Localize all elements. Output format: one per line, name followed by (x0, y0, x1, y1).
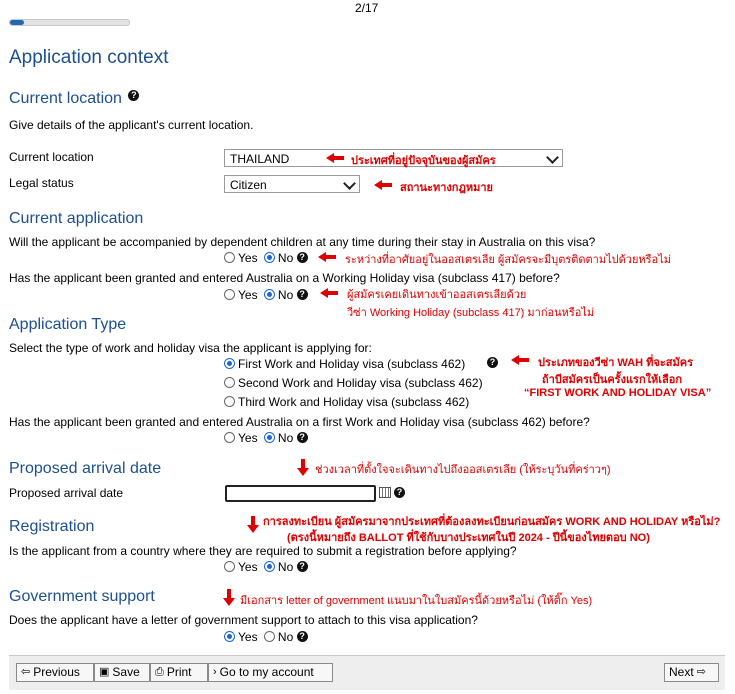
visa-type-first-label: First Work and Holiday visa (subclass 462) (238, 356, 466, 371)
no-label: No (277, 287, 294, 302)
go-to-account-button[interactable] (208, 663, 333, 682)
gov-support-heading: Government support (9, 588, 155, 605)
current-location-value: THAILAND (230, 152, 290, 166)
visa-type-third-label: Third Work and Holiday visa (subclass 462) (238, 394, 470, 409)
annotation-gov-support: มีเอกสาร letter of government แนบมาในใบสมัครนี้ด้วยหรือไม่ (ให้ติ๊ก Yes) (240, 595, 593, 607)
registration-heading: Registration (9, 518, 95, 535)
visa-type-option-third (224, 394, 469, 409)
annotation-prior-417-line1: ผู้สมัครเคยเดินทางเข้าออสเตรเลียด้วย (347, 289, 527, 301)
annotation-legal-status: สถานะทางกฎหมาย (400, 182, 493, 194)
annotation-arrow-icon (247, 516, 259, 534)
yes-label: Yes (238, 629, 258, 644)
progress-bar (9, 19, 130, 26)
print-label: Print (166, 665, 192, 679)
no-label: No (277, 250, 294, 265)
help-icon[interactable]: ? (297, 631, 308, 642)
current-location-description: Give details of the applicant's current location. (9, 118, 254, 132)
annotation-arrow-icon (223, 589, 235, 607)
visa-type-prompt: Select the type of work and holiday visa the applicant is applying for: (9, 341, 372, 355)
next-button[interactable] (664, 663, 719, 682)
account-label: Go to my account (219, 665, 314, 679)
prior-417-question: Has the applicant been granted and entered Australia on a Working Holiday visa (subclass 417) before? (9, 271, 560, 285)
annotation-visa-type-line2: ถ้าบีสมัครเป็นครั้งแรกให้เลือก (542, 374, 682, 386)
annotation-arrow-icon (320, 288, 338, 298)
prior-417-no-radio[interactable] (264, 289, 275, 300)
gov-support-yes-radio[interactable] (224, 631, 235, 642)
visa-type-third-radio[interactable] (224, 396, 235, 407)
current-location-heading: Current location ? (9, 90, 139, 108)
print-button[interactable] (150, 663, 208, 682)
annotation-arrow-icon (318, 252, 336, 262)
calendar-icon[interactable] (379, 487, 391, 498)
no-label: No (277, 629, 294, 644)
prior-462-no-radio[interactable] (264, 432, 275, 443)
print-icon: ⎙ (155, 666, 164, 678)
save-label: Save (112, 665, 140, 679)
previous-button[interactable] (16, 663, 94, 682)
arrival-date-label: Proposed arrival date (9, 486, 124, 500)
progress-fill (10, 20, 24, 25)
yes-label: Yes (238, 559, 258, 574)
registration-question: Is the applicant from a country where they are required to submit a registration before applying? (9, 544, 517, 558)
yes-label: Yes (238, 287, 258, 302)
prior-462-yes-radio[interactable] (224, 432, 235, 443)
help-icon[interactable]: ? (487, 357, 498, 368)
legal-status-select[interactable] (224, 175, 360, 193)
annotation-registration-line1: การลงทะเบียน ผู้สมัครมาจากประเทศที่ต้องลงทะเบียนก่อนสมัคร WORK AND HOLIDAY หรือไม่? (263, 516, 721, 528)
legal-status-value: Citizen (230, 178, 267, 192)
annotation-prior-417-line2: วีซ่า Working Holiday (subclass 417) มาก่อนหรือไม่ (347, 307, 595, 319)
save-icon: ▣ (99, 666, 110, 678)
next-label: Next (669, 665, 694, 679)
visa-type-option-second (224, 375, 483, 390)
annotation-arrival: ช่วงเวลาที่ตั้งใจจะเดินทางไปถึงออสเตรเลีย (ให้ระบุวันที่คร่าวๆ) (315, 464, 611, 476)
annotation-dependent-children: ระหว่างที่อาศัยอยู่ในออสเตรเลีย ผู้สมัครจะมีบุตรติดตามไปด้วยหรือไม่ (345, 254, 671, 266)
help-icon[interactable]: ? (297, 252, 308, 263)
annotation-arrow-icon (511, 355, 529, 365)
help-icon[interactable]: ? (297, 289, 308, 300)
annotation-visa-type-line3: “FIRST WORK AND HOLIDAY VISA” (524, 387, 712, 399)
gov-support-no-radio[interactable] (264, 631, 275, 642)
gov-support-question: Does the applicant have a letter of government support to attach to this visa application? (9, 613, 478, 627)
help-icon[interactable]: ? (128, 90, 139, 101)
prior-462-question: Has the applicant been granted and entered Australia on a first Work and Holiday visa (subclass 462) before? (9, 415, 590, 429)
visa-type-first-radio[interactable] (224, 358, 235, 369)
no-label: No (277, 430, 294, 445)
prior-462-options (224, 430, 308, 445)
legal-status-label: Legal status (9, 176, 74, 190)
arrow-right-icon: ⇨ (696, 666, 706, 678)
gov-support-options (224, 629, 308, 644)
chevron-down-icon (343, 177, 356, 190)
progress-label: 2/17 (355, 1, 379, 15)
help-icon[interactable]: ? (297, 561, 308, 572)
dependent-children-yes-radio[interactable] (224, 252, 235, 263)
registration-yes-radio[interactable] (224, 561, 235, 572)
current-location-label: Current location (9, 150, 94, 164)
dependent-children-question: Will the applicant be accompanied by dependent children at any time during their stay in Australia on this visa? (9, 235, 596, 249)
no-label: No (277, 559, 294, 574)
help-icon[interactable]: ? (394, 487, 405, 498)
annotation-location: ประเทศที่อยู่ปัจจุบันของผู้สมัคร (351, 155, 496, 167)
dependent-children-no-radio[interactable] (264, 252, 275, 263)
annotation-registration-line2: (ตรงนี้หมายถึง BALLOT ที่ใช้กับบางประเทศในปี 2024 - ปีนี้ของไทยตอบ NO) (287, 532, 650, 544)
annotation-arrow-icon (297, 459, 309, 477)
visa-type-second-radio[interactable] (224, 377, 235, 388)
previous-label: Previous (33, 665, 80, 679)
chevron-down-icon (546, 151, 559, 164)
yes-label: Yes (238, 250, 258, 265)
visa-type-second-label: Second Work and Holiday visa (subclass 462) (238, 375, 483, 390)
prior-417-options (224, 287, 308, 302)
arrival-heading: Proposed arrival date (9, 460, 162, 477)
yes-label: Yes (238, 430, 258, 445)
arrival-date-input[interactable] (225, 485, 376, 502)
chevron-right-icon: › (213, 666, 217, 678)
arrow-left-icon: ⇦ (21, 666, 31, 678)
current-application-heading: Current application (9, 210, 144, 227)
page-title: Application context (9, 47, 169, 68)
annotation-arrow-icon (374, 180, 392, 190)
registration-no-radio[interactable] (264, 561, 275, 572)
help-icon[interactable]: ? (297, 432, 308, 443)
prior-417-yes-radio[interactable] (224, 289, 235, 300)
save-button[interactable] (94, 663, 150, 682)
annotation-visa-type-line1: ประเภทของวีซ่า WAH ที่จะสมัคร (538, 357, 693, 369)
registration-options (224, 559, 308, 574)
dependent-children-options (224, 250, 308, 265)
application-type-heading: Application Type (9, 316, 127, 333)
annotation-arrow-icon (326, 153, 344, 163)
visa-type-option-first (224, 356, 465, 371)
